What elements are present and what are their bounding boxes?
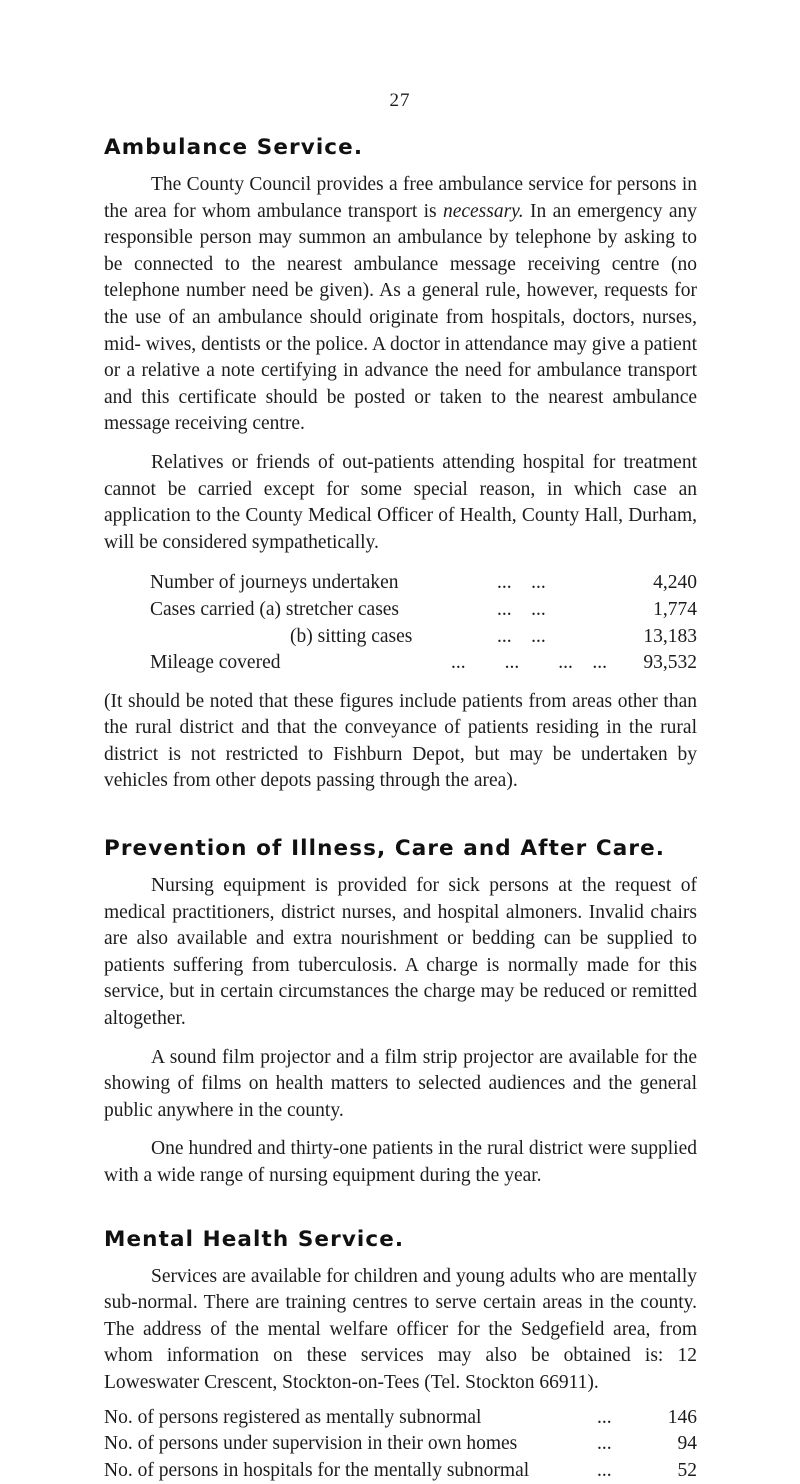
- paragraph-film-projector: A sound film projector and a film strip projector are available for the showing of films on health matters to selected audiences and the general public anywhere in the county.: [104, 1046, 697, 1121]
- paragraph-text: The County Council provides a free ambulance service for persons in the area for whom ambulance transport is: [104, 174, 697, 222]
- paragraph-patients-supplied: One hundred and thirty-one patients in the rural district were supplied with a wide range of nursing equipment during the year.: [104, 1138, 697, 1186]
- stat-label: No. of persons under supervision in their own homes: [104, 1433, 518, 1455]
- stat-value: 146: [667, 1406, 697, 1428]
- paragraph-nursing-equipment: Nursing equipment is provided for sick persons at the request of medical practitioners, district nurses, and hospital almoners. Invalid chairs are also available and extra nourishment or bedding can be supplied to patients suffering from tuberculosis. A charge is normally made for this service, but in certain circumstances the charge may be reduced or remitted altogether.: [104, 875, 697, 1030]
- stat-dots: ...: [597, 1433, 612, 1455]
- section-mental-health: [104, 1224, 697, 1484]
- paragraph-ambulance-intro: [104, 172, 697, 438]
- section-prevention: [104, 833, 697, 1190]
- stat-label: (b) sitting cases: [290, 625, 413, 647]
- stat-label: No. of persons registered as mentally subnormal: [104, 1406, 482, 1428]
- stat-row: [150, 650, 697, 677]
- paragraph-mental-services: Services are available for children and young adults who are mentally sub-normal. There are training centres to serve certain areas in the county. The address of the mental welfare officer for the Sedgefield area, from whom information on these services may also be obtained is: 12 Loweswater Crescent, Stockton-on-Tees (Tel. Stockton 66911).: [104, 1265, 697, 1393]
- section-ambulance: [104, 132, 697, 795]
- stat-value: 94: [677, 1433, 697, 1455]
- ambulance-statistics: [104, 570, 697, 676]
- page-content: [104, 132, 697, 1484]
- stat-label: No. of persons in hospitals for the mentally subnormal: [104, 1459, 530, 1481]
- paragraph-ambulance-relatives: Relatives or friends of out-patients attending hospital for treatment cannot be carried except for some special reason, in which case an application to the County Medical Officer of Health, County Hall, Durham, will be considered sympathetically.: [104, 451, 697, 553]
- mental-health-statistics: [104, 1405, 697, 1484]
- emphasis-text: necessary.: [442, 200, 524, 222]
- stat-dots: ... ...: [497, 625, 546, 647]
- stat-dots: ... ... ... ...: [451, 652, 607, 674]
- stat-row: [104, 1431, 697, 1458]
- page-number: 27: [389, 90, 411, 111]
- stat-value: 93,532: [643, 652, 697, 674]
- stat-row: [150, 570, 697, 597]
- stat-row: [104, 1458, 697, 1484]
- stat-row: [150, 624, 697, 651]
- heading-mental-health-service: Mental Health Service.: [104, 1226, 405, 1252]
- heading-ambulance-service: Ambulance Service.: [104, 135, 364, 160]
- stat-row: [104, 1405, 697, 1432]
- stat-value: 52: [677, 1459, 697, 1481]
- stat-label: Number of journeys undertaken: [150, 572, 399, 594]
- paragraph-text: In an emergency any responsible person may summon an ambulance by telephone by asking to be connected to the nearest ambulance message receiving centre (no telephone number need be given). As a general rule, however, requests for the use of an ambulance should originate from hospitals, doctors, nurses, mid- wives, dentists or the police. A doctor in attendance may give a patient or a relative a note certifying in advance the need for ambulance transport and this certificate should be posted or taken to the nearest ambulance message receiving centre.: [104, 200, 697, 435]
- stat-dots: ...: [597, 1459, 612, 1481]
- stat-row: [150, 597, 697, 624]
- stat-dots: ... ...: [497, 572, 546, 594]
- stat-value: 1,774: [653, 598, 697, 620]
- paragraph-ambulance-note: (It should be noted that these figures include patients from areas other than the rural district and that the conveyance of patients residing in the rural district is not restricted to Fishburn Depot, but may be undertaken by vehicles from other depots passing through the area).: [104, 690, 697, 792]
- stat-dots: ... ...: [497, 598, 546, 620]
- stat-value: 4,240: [653, 572, 697, 594]
- stat-dots: ...: [597, 1406, 612, 1428]
- stat-label: Cases carried (a) stretcher cases: [150, 598, 400, 620]
- heading-prevention-of-illness: Prevention of Illness, Care and After Care.: [104, 836, 666, 862]
- stat-label: Mileage covered: [150, 652, 281, 674]
- stat-value: 13,183: [643, 625, 697, 647]
